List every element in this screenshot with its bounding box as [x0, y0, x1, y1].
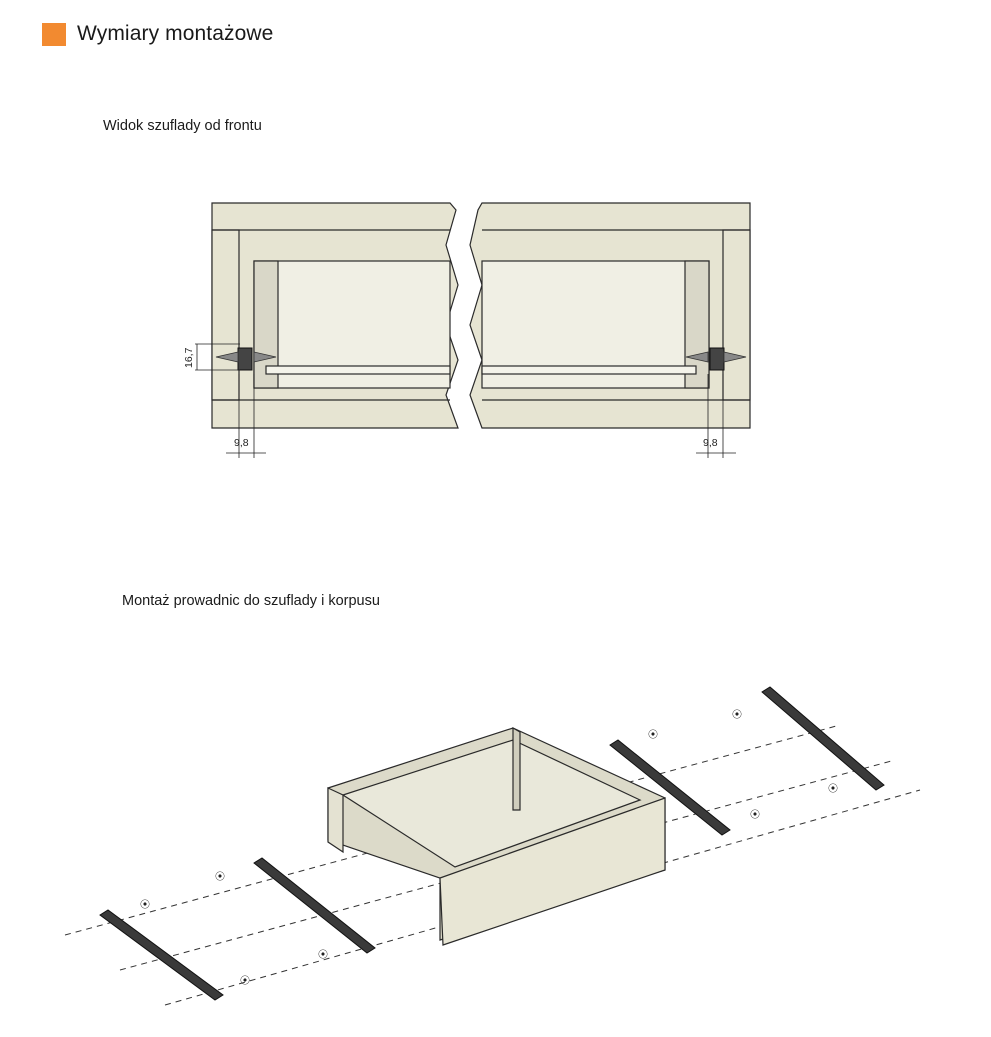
section-header — [42, 22, 273, 46]
assembly-caption: Montaż prowadnic do szuflady i korpusu — [122, 593, 380, 609]
front-view-diagram — [0, 190, 991, 480]
rail-right-outer — [732, 687, 884, 795]
screw-icon: ⦿ — [318, 950, 328, 961]
screw-icon: ⦿ — [140, 900, 150, 911]
assembly-diagram — [0, 670, 991, 1030]
rail-left-outer — [100, 899, 250, 1000]
front-view-caption: Widok szuflady od frontu — [103, 118, 262, 134]
dim-left-label: 9,8 — [234, 437, 249, 449]
dim-right-label: 9,8 — [703, 437, 718, 449]
dim-height-label: 16,7 — [183, 347, 195, 368]
cabinet-left-half — [212, 203, 458, 428]
drawer-box — [328, 728, 665, 945]
orange-square-icon — [42, 23, 66, 46]
screw-icon: ⦿ — [648, 730, 658, 741]
screw-icon: ⦿ — [828, 784, 838, 795]
screw-icon: ⦿ — [240, 976, 250, 987]
screw-icon: ⦿ — [732, 710, 742, 721]
screw-icon: ⦿ — [215, 872, 225, 883]
section-title: Wymiary montażowe — [77, 22, 274, 45]
screw-icon: ⦿ — [750, 810, 760, 821]
rail-left-inner — [215, 858, 375, 961]
